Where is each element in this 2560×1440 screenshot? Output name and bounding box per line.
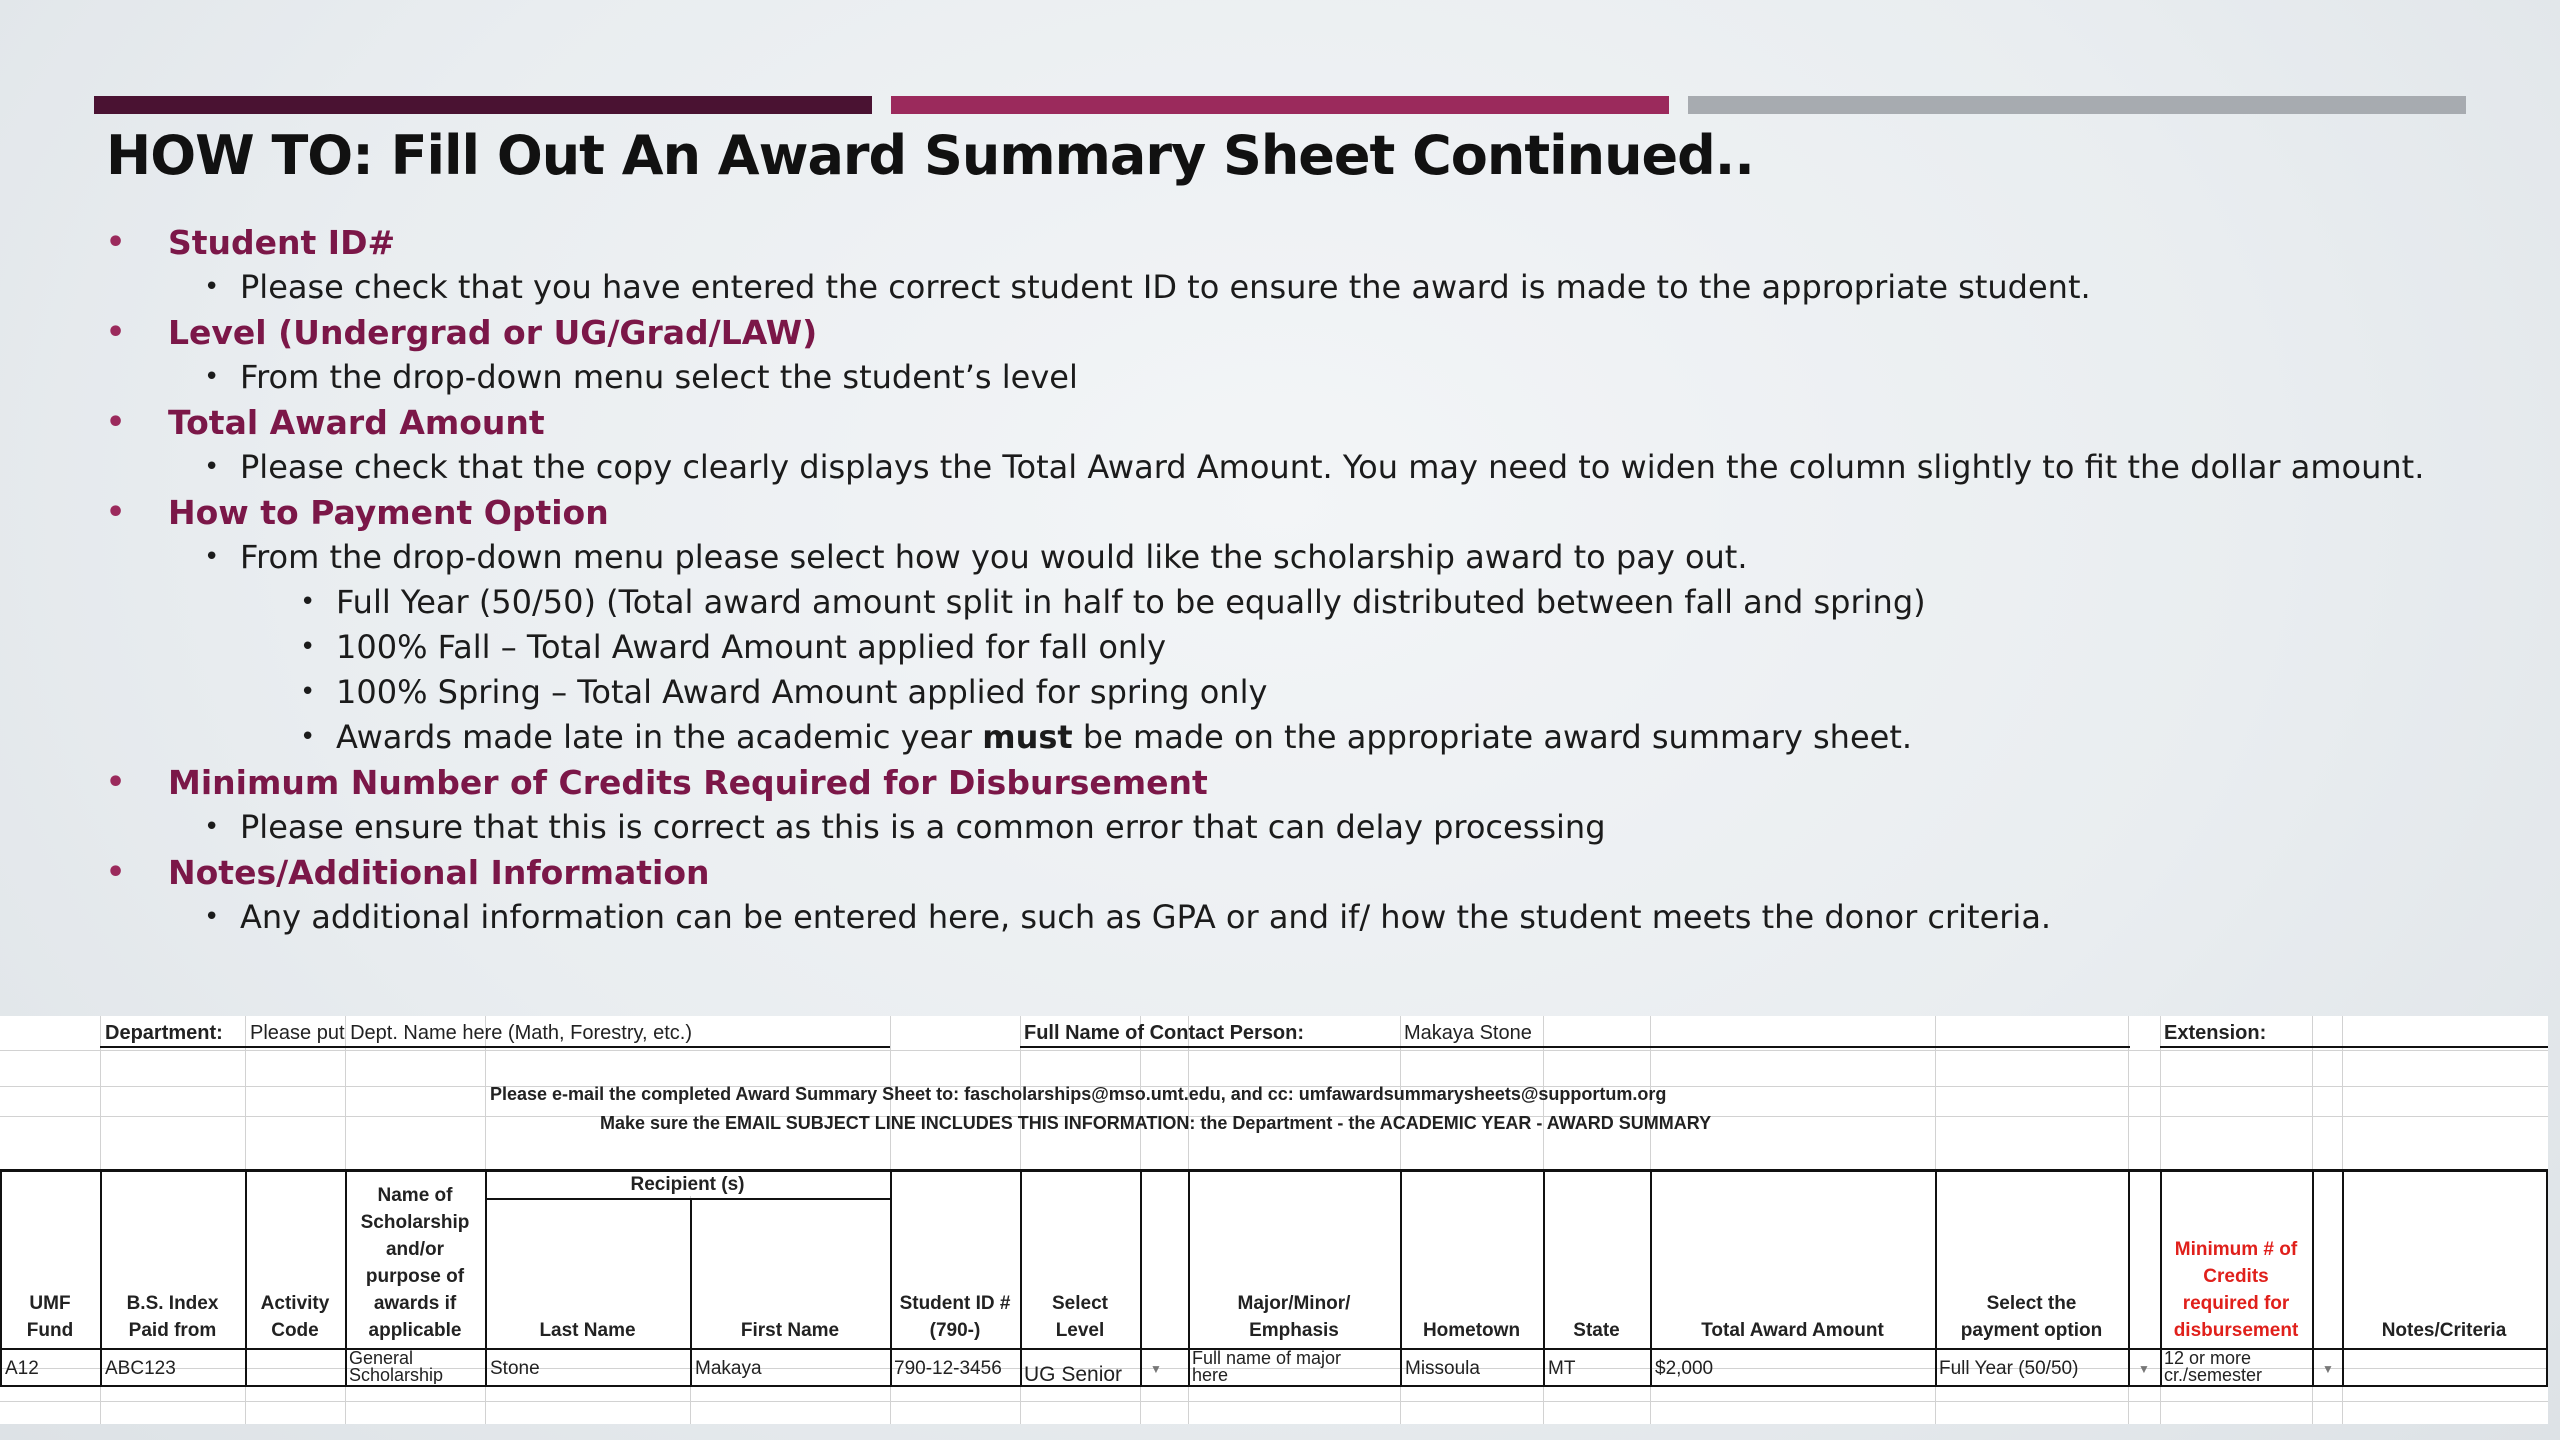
slide-title: HOW TO: Fill Out An Award Summary Sheet Continued.. bbox=[106, 124, 1754, 187]
cell-umf-fund[interactable]: A12 bbox=[5, 1358, 39, 1379]
department-label: Department: bbox=[105, 1022, 223, 1044]
cell-select-level[interactable]: UG Senior bbox=[1024, 1363, 1123, 1386]
level-dropdown-arrow-icon[interactable]: ▼ bbox=[1150, 1362, 1162, 1376]
header-total-award: Total Award Amount bbox=[1701, 1320, 1884, 1341]
recipient-group-header: Recipient (s) bbox=[630, 1173, 745, 1195]
header-last-name: Last Name bbox=[539, 1320, 636, 1341]
header-notes: Notes/Criteria bbox=[2381, 1320, 2507, 1341]
cell-state[interactable]: MT bbox=[1548, 1358, 1576, 1379]
sub-item-full-year: • Full Year (50/50) (Total award amount split in half to be equally distributed between fall and spring) bbox=[106, 580, 2486, 625]
contact-field[interactable]: Makaya Stone bbox=[1404, 1022, 1532, 1044]
late-awards-bold: must bbox=[982, 718, 1073, 756]
header-activity-code: Activity Code bbox=[260, 1293, 330, 1341]
item-notes: • Any additional information can be entered here, such as GPA or and if/ how the student meets the donor criteria. bbox=[106, 895, 2486, 940]
header-hometown: Hometown bbox=[1422, 1320, 1521, 1341]
heading-notes: • Notes/Additional Information bbox=[106, 850, 2486, 895]
heading-payment-option: • How to Payment Option bbox=[106, 490, 2486, 535]
item-payment-option: • From the drop-down menu please select how you would like the scholarship award to pay out. bbox=[106, 535, 2486, 580]
accent-bar-1 bbox=[94, 96, 872, 114]
sub-item-spring: • 100% Spring – Total Award Amount applied for spring only bbox=[106, 670, 2486, 715]
extension-label: Extension: bbox=[2164, 1022, 2267, 1044]
heading-student-id: • Student ID# bbox=[106, 220, 2486, 265]
award-summary-spreadsheet bbox=[0, 1016, 2548, 1424]
late-awards-pre: Awards made late in the academic year bbox=[336, 718, 983, 756]
header-payment-option: Select the payment option bbox=[1960, 1293, 2103, 1341]
header-state: State bbox=[1573, 1320, 1620, 1341]
heading-level: • Level (Undergrad or UG/Grad/LAW) bbox=[106, 310, 2486, 355]
item-student-id: • Please check that you have entered the correct student ID to ensure the award is made to the appropriate student. bbox=[106, 265, 2486, 310]
cell-total-award[interactable]: $2,000 bbox=[1655, 1358, 1714, 1379]
header-student-id: Student ID # (790-) bbox=[899, 1293, 1011, 1341]
heading-min-credits: • Minimum Number of Credits Required for Disbursement bbox=[106, 760, 2486, 805]
cell-min-credits[interactable]: 12 or more cr./semester bbox=[2164, 1350, 2263, 1384]
item-min-credits: • Please ensure that this is correct as this is a common error that can delay processing bbox=[106, 805, 2486, 850]
cell-hometown[interactable]: Missoula bbox=[1405, 1358, 1480, 1379]
cell-bs-index[interactable]: ABC123 bbox=[105, 1358, 176, 1379]
instruction-list bbox=[106, 220, 2486, 940]
header-select-level: Select Level bbox=[1052, 1293, 1108, 1341]
cell-scholarship-name[interactable]: General Scholarship bbox=[349, 1350, 444, 1384]
cell-student-id[interactable]: 790-12-3456 bbox=[894, 1358, 1002, 1379]
cell-major[interactable]: Full name of major here bbox=[1192, 1350, 1342, 1384]
header-major: Major/Minor/ Emphasis bbox=[1237, 1293, 1351, 1341]
item-level: • From the drop-down menu select the student’s level bbox=[106, 355, 2486, 400]
header-min-credits: Minimum # of Credits required for disbursement bbox=[2173, 1239, 2299, 1341]
subject-line-instructions: Make sure the EMAIL SUBJECT LINE INCLUDES THIS INFORMATION: the Department - the ACADEMIC YEAR - AWARD SUMMARY bbox=[600, 1113, 1712, 1133]
late-awards-post: be made on the appropriate award summary sheet. bbox=[1072, 718, 1913, 756]
cell-payment-option[interactable]: Full Year (50/50) bbox=[1939, 1358, 2079, 1379]
contact-label: Full Name of Contact Person: bbox=[1024, 1022, 1305, 1044]
heading-total-award: • Total Award Amount bbox=[106, 400, 2486, 445]
header-first-name: First Name bbox=[740, 1320, 840, 1341]
header-scholarship-name: Name of Scholarship and/or purpose of awards if applicable bbox=[360, 1185, 470, 1341]
email-instructions: Please e-mail the completed Award Summary Sheet to: fascholarships@mso.umt.edu, and cc: umfawardsummarysheets@supportum.org bbox=[490, 1084, 1667, 1104]
sub-item-late-awards bbox=[106, 715, 2486, 760]
accent-bars bbox=[94, 96, 2466, 114]
department-field[interactable]: Please put Dept. Name here (Math, Forestry, etc.) bbox=[250, 1022, 693, 1044]
payment-dropdown-arrow-icon[interactable]: ▼ bbox=[2138, 1362, 2150, 1376]
cell-last-name[interactable]: Stone bbox=[490, 1358, 540, 1379]
header-umf-fund: UMF Fund bbox=[26, 1293, 74, 1341]
accent-bar-3 bbox=[1688, 96, 2466, 114]
item-total-award: • Please check that the copy clearly displays the Total Award Amount. You may need to widen the column slightly to fit the dollar amount. bbox=[106, 445, 2486, 490]
accent-bar-2 bbox=[891, 96, 1669, 114]
sub-item-fall: • 100% Fall – Total Award Amount applied for fall only bbox=[106, 625, 2486, 670]
header-bs-index: B.S. Index Paid from bbox=[126, 1293, 219, 1341]
cell-first-name[interactable]: Makaya bbox=[695, 1358, 762, 1379]
credits-dropdown-arrow-icon[interactable]: ▼ bbox=[2322, 1362, 2334, 1376]
